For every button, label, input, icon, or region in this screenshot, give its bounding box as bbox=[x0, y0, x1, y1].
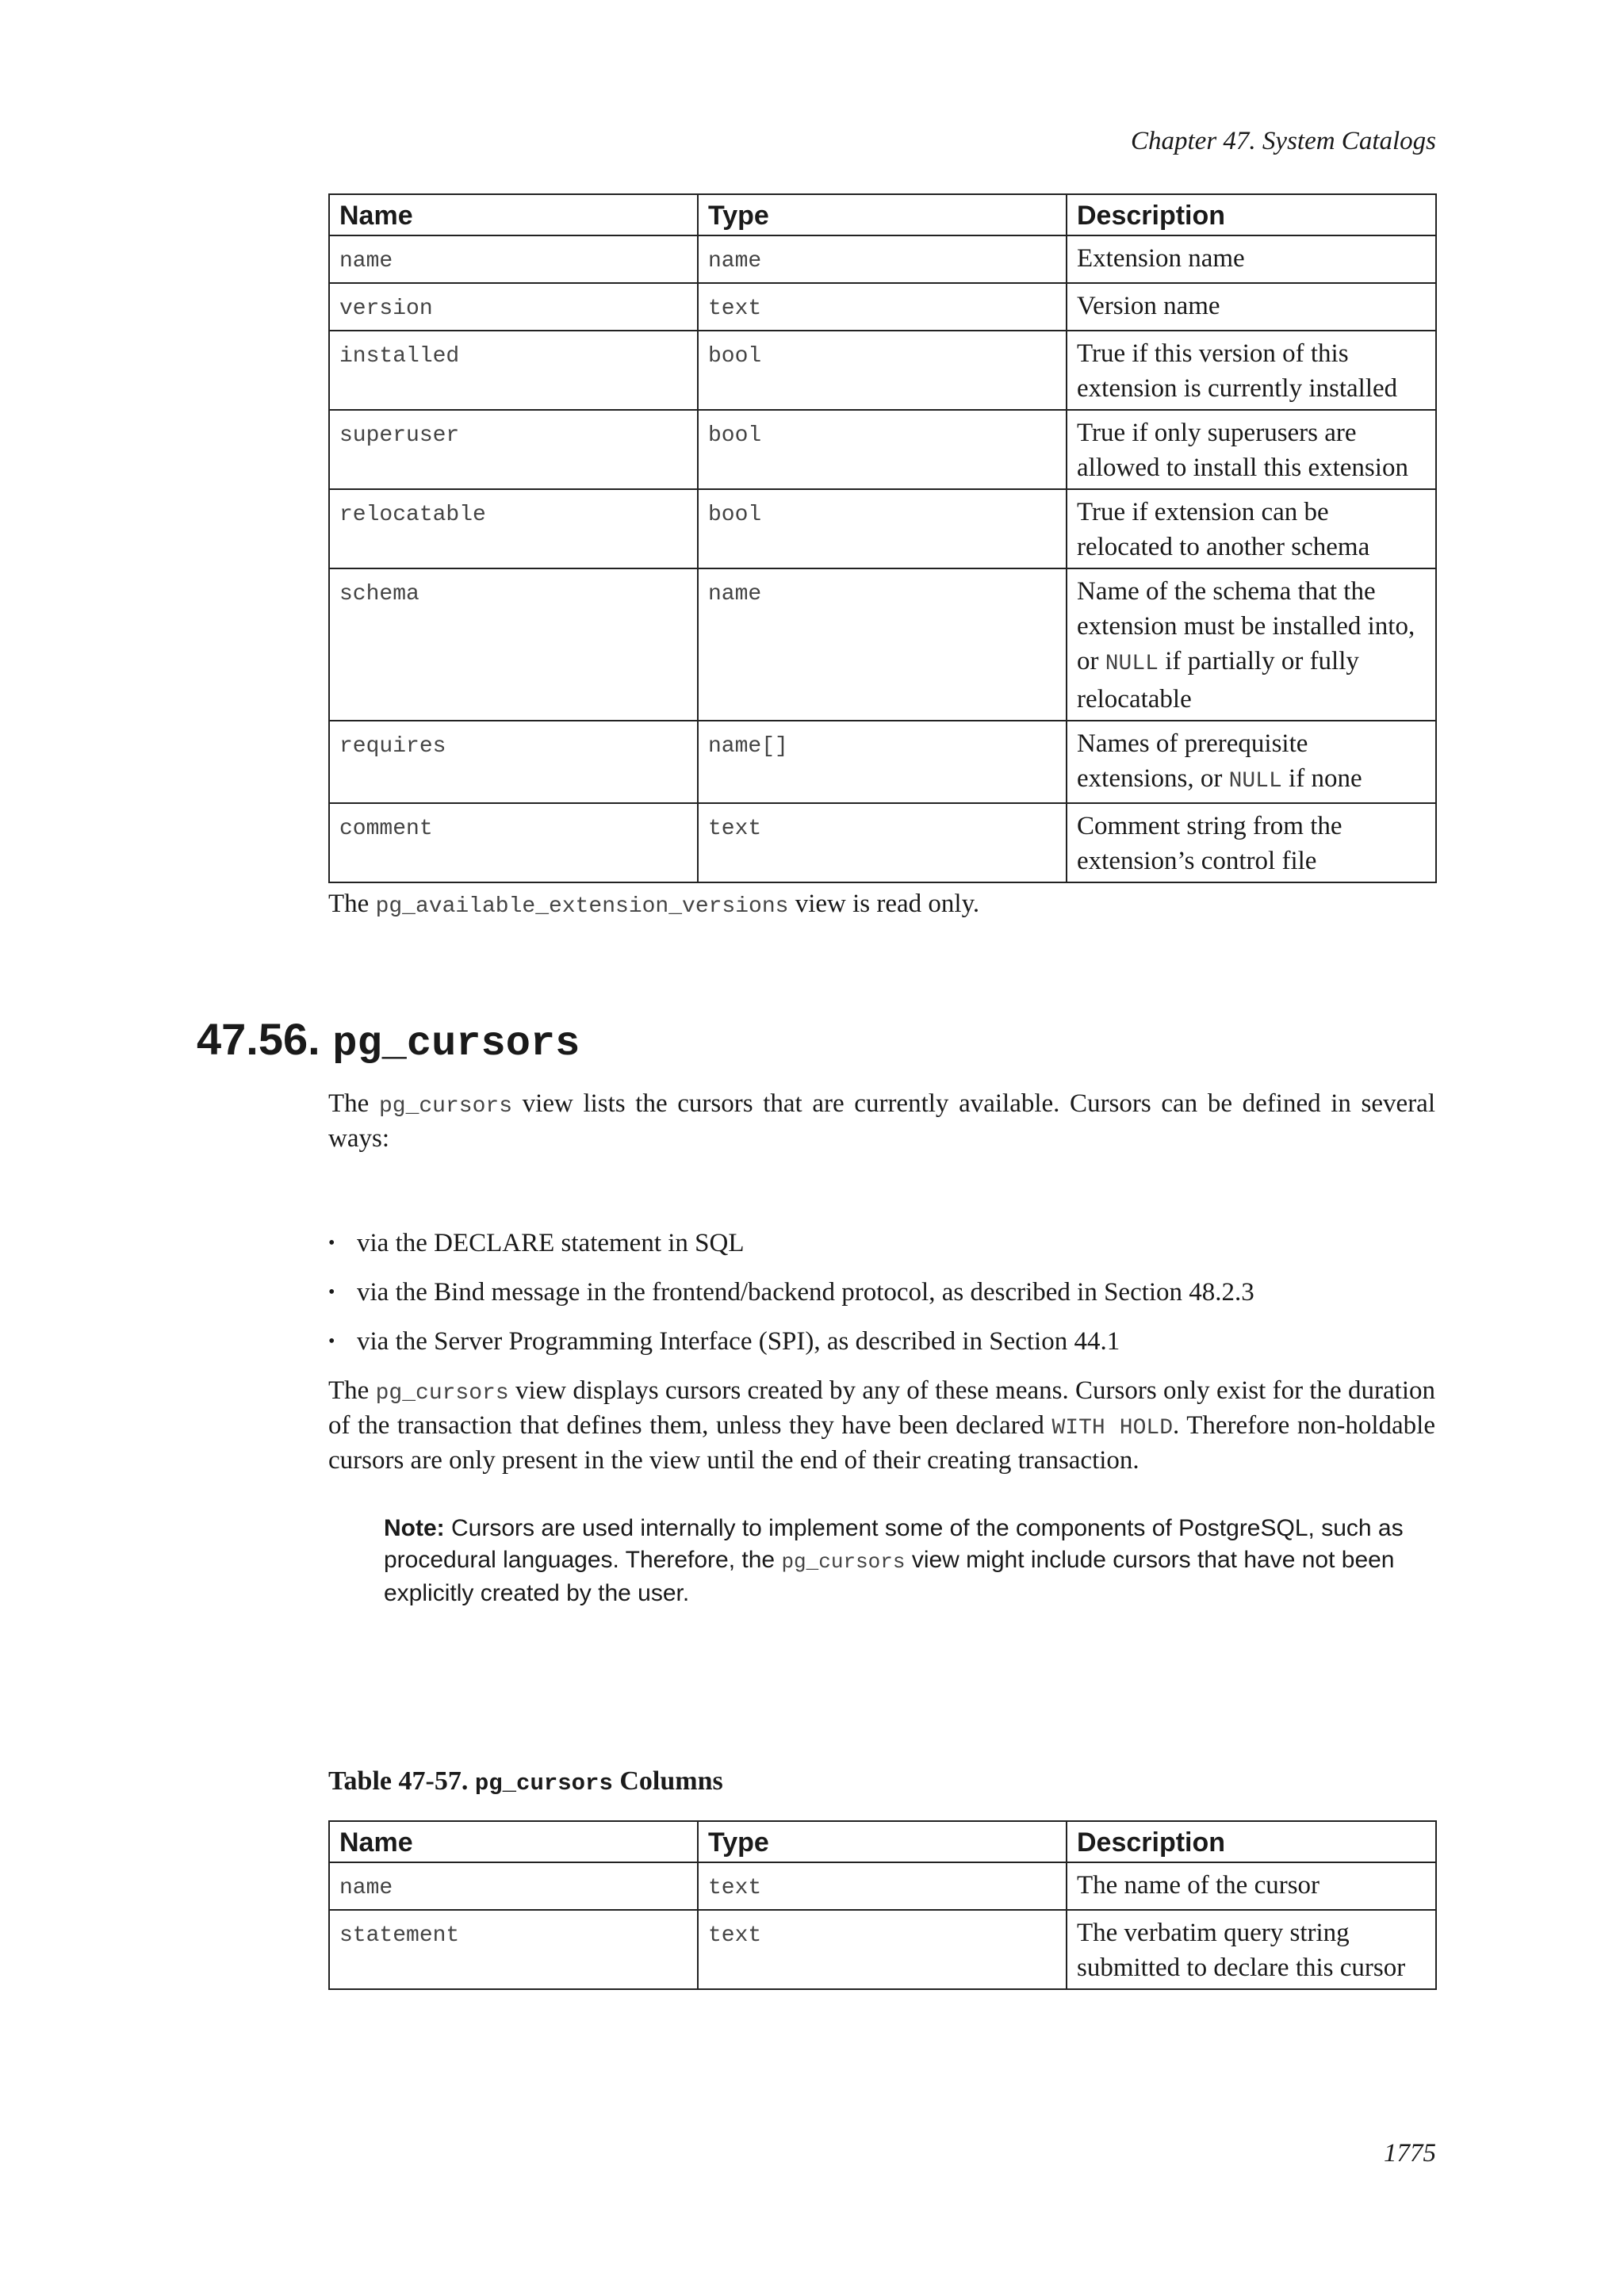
cell-type: name[] bbox=[698, 721, 1067, 803]
with-hold-keyword: WITH HOLD bbox=[1051, 1416, 1174, 1441]
cell-name: name bbox=[329, 235, 698, 283]
table-row bbox=[329, 489, 1436, 568]
table-header-row bbox=[329, 1821, 1436, 1862]
text: Cursors are used internally to implement some of the components of PostgreSQL, such as procedural languages. Therefore, the bbox=[384, 1515, 1404, 1573]
column-header-type: Type bbox=[698, 1821, 1067, 1862]
table-row bbox=[329, 568, 1436, 721]
table-header-row bbox=[329, 194, 1436, 235]
section-heading bbox=[197, 1013, 580, 1067]
cell-type: text bbox=[698, 283, 1067, 331]
definition-methods-list bbox=[328, 1227, 1254, 1375]
text: view might include cursors that have not been explicitly created by the user. bbox=[384, 1547, 1395, 1606]
cell-name: superuser bbox=[329, 410, 698, 489]
cell-description: The verbatim query string submitted to declare this cursor bbox=[1067, 1910, 1436, 1989]
cell-description: True if extension can be relocated to another schema bbox=[1067, 489, 1436, 568]
cell-name: schema bbox=[329, 568, 698, 721]
intro-paragraph bbox=[328, 1088, 1435, 1155]
cell-name: requires bbox=[329, 721, 698, 803]
section-title: pg_cursors bbox=[332, 1020, 580, 1067]
column-header-description: Description bbox=[1067, 194, 1436, 235]
column-header-name: Name bbox=[329, 1821, 698, 1862]
view-name: pg_cursors bbox=[375, 1381, 509, 1406]
description-text: Name of the schema that the extension must be installed into, or bbox=[1077, 577, 1415, 675]
cell-type: bool bbox=[698, 410, 1067, 489]
cell-name: installed bbox=[329, 331, 698, 410]
column-header-description: Description bbox=[1067, 1821, 1436, 1862]
cell-name: statement bbox=[329, 1910, 698, 1989]
table-row bbox=[329, 331, 1436, 410]
table-row bbox=[329, 1862, 1436, 1910]
table-row bbox=[329, 235, 1436, 283]
section-number: 47.56. bbox=[197, 1014, 320, 1064]
cell-name: name bbox=[329, 1862, 698, 1910]
description-text: if none bbox=[1281, 764, 1362, 793]
table-row bbox=[329, 1910, 1436, 1989]
cell-description: True if this version of this extension is currently installed bbox=[1067, 331, 1436, 410]
cell-name: relocatable bbox=[329, 489, 698, 568]
text: The bbox=[328, 1376, 376, 1405]
cell-type: bool bbox=[698, 331, 1067, 410]
cell-type: bool bbox=[698, 489, 1067, 568]
text: Table 47-57. bbox=[328, 1766, 475, 1796]
description-text: if partially or fully relocatable bbox=[1077, 647, 1359, 714]
table-row bbox=[329, 410, 1436, 489]
cell-description bbox=[1067, 568, 1436, 721]
text: view is read only. bbox=[788, 890, 980, 918]
cell-description: True if only superusers are allowed to install this extension bbox=[1067, 410, 1436, 489]
note-block bbox=[384, 1513, 1435, 1609]
cell-description bbox=[1067, 721, 1436, 803]
description-text: Names of prerequisite extensions, or bbox=[1077, 729, 1308, 793]
table-row bbox=[329, 803, 1436, 882]
view-name: pg_available_extension_versions bbox=[375, 894, 789, 919]
cell-description: Comment string from the extension’s control file bbox=[1067, 803, 1436, 882]
column-header-type: Type bbox=[698, 194, 1067, 235]
read-only-sentence bbox=[328, 890, 979, 919]
extension-versions-table bbox=[328, 193, 1437, 883]
text: The bbox=[328, 1089, 379, 1118]
view-name: pg_cursors bbox=[378, 1094, 512, 1119]
text: . Therefore non-holdable cursors are only present in the view until the end of their creating transaction. bbox=[328, 1411, 1435, 1475]
view-name: pg_cursors bbox=[474, 1770, 613, 1797]
list-item: • via the DECLARE statement in SQL bbox=[328, 1227, 1254, 1276]
cell-description: Version name bbox=[1067, 283, 1436, 331]
null-keyword: NULL bbox=[1105, 652, 1159, 676]
cell-type: text bbox=[698, 1862, 1067, 1910]
list-item: • via the Bind message in the frontend/backend protocol, as described in Section 48.2.3 bbox=[328, 1276, 1254, 1326]
table-caption bbox=[328, 1766, 723, 1797]
column-header-name: Name bbox=[329, 194, 698, 235]
cell-description: Extension name bbox=[1067, 235, 1436, 283]
text: view displays cursors created by any of these means. Cursors only exist for the duration of the transaction that defines them, unless they have been declared bbox=[328, 1376, 1435, 1440]
page-number: 1775 bbox=[1384, 2139, 1436, 2168]
cell-type: name bbox=[698, 235, 1067, 283]
text: The bbox=[328, 890, 376, 918]
cell-type: name bbox=[698, 568, 1067, 721]
pg-cursors-columns-table bbox=[328, 1820, 1437, 1990]
text: view lists the cursors that are currently available. Cursors can be defined in several ways: bbox=[328, 1089, 1436, 1153]
cell-name: version bbox=[329, 283, 698, 331]
running-header: Chapter 47. System Catalogs bbox=[1131, 127, 1436, 155]
table-row bbox=[329, 283, 1436, 331]
cell-name: comment bbox=[329, 803, 698, 882]
view-name: pg_cursors bbox=[781, 1550, 906, 1574]
cell-type: text bbox=[698, 1910, 1067, 1989]
cell-type: text bbox=[698, 803, 1067, 882]
null-keyword: NULL bbox=[1228, 769, 1282, 794]
note-label: Note: bbox=[384, 1515, 445, 1541]
displays-paragraph bbox=[328, 1375, 1435, 1477]
table-row bbox=[329, 721, 1436, 803]
cell-description: The name of the cursor bbox=[1067, 1862, 1436, 1910]
list-item: • via the Server Programming Interface (SPI), as described in Section 44.1 bbox=[328, 1326, 1254, 1375]
text: Columns bbox=[612, 1766, 723, 1796]
